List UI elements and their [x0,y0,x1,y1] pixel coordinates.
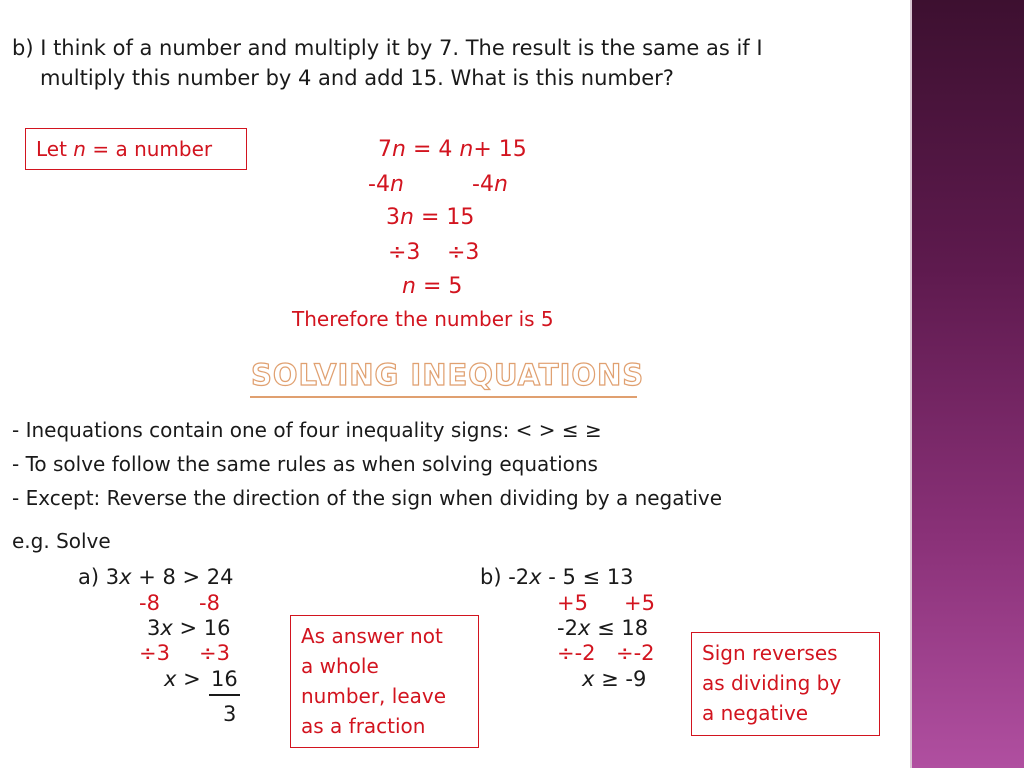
equation-conclusion: Therefore the number is 5 [292,307,554,331]
example-b-step-1-right: +5 [624,591,655,615]
example-b-step-2-right: ÷-2 [616,641,655,665]
note-sign-line-2: as dividing by [702,671,842,695]
question-line-1: b) I think of a number and multiply it by 7. The result is the same as if I [12,36,763,60]
let-definition-text: Let n = a number [36,137,213,161]
bullet-3: - Except: Reverse the direction of the sign when dividing by a negative [12,486,723,510]
example-b-step-1-left: +5 [557,591,588,615]
fraction-numerator: 16 [211,667,238,691]
equation-step-5: n = 5 [402,274,463,299]
equation-step-4-left: ÷3 [388,240,421,265]
example-a-line-2: 3x > 16 [147,616,231,640]
example-a-step-2-right: ÷3 [199,641,230,665]
note-fraction-line-1: As answer not [301,624,443,648]
note-sign-box [691,632,880,736]
example-b-step-2-left: ÷-2 [557,641,596,665]
note-fraction-line-2: a whole [301,654,379,678]
equation-step-2-right: -4n [472,172,508,197]
example-b-line-1: b) -2x - 5 ≤ 13 [480,565,634,589]
note-sign-line-1: Sign reverses [702,641,838,665]
note-fraction-line-3: number, leave [301,684,447,708]
example-label: e.g. Solve [12,529,111,553]
example-a-step-1-left: -8 [139,591,160,615]
example-b-line-3: x ≥ -9 [582,667,647,691]
section-heading: SOLVING INEQUATIONS [251,358,645,392]
example-a-line-3: x > [164,667,201,691]
example-b-line-2: -2x ≤ 18 [557,616,649,640]
bullet-1: - Inequations contain one of four inequality signs: < > ≤ ≥ [12,418,602,442]
example-a-step-2-left: ÷3 [139,641,170,665]
equation-step-2-left: -4n [368,172,404,197]
example-a-step-1-right: -8 [199,591,220,615]
note-fraction-box [290,615,479,748]
equation-step-3: 3n = 15 [386,205,475,230]
fraction-bar [209,694,240,696]
equation-step-1: 7n = 4 n+ 15 [378,137,527,162]
note-fraction-line-4: as a fraction [301,714,426,738]
note-sign-line-3: a negative [702,701,809,725]
fraction-denominator: 3 [223,702,237,726]
example-a-line-1: a) 3x + 8 > 24 [78,565,234,589]
let-definition-box [25,128,247,170]
heading-underline [250,396,637,398]
equation-step-4-right: ÷3 [447,240,480,265]
decorative-sidebar [912,0,1024,768]
question-line-2: multiply this number by 4 and add 15. What is this number? [40,66,674,90]
bullet-2: - To solve follow the same rules as when solving equations [12,452,598,476]
